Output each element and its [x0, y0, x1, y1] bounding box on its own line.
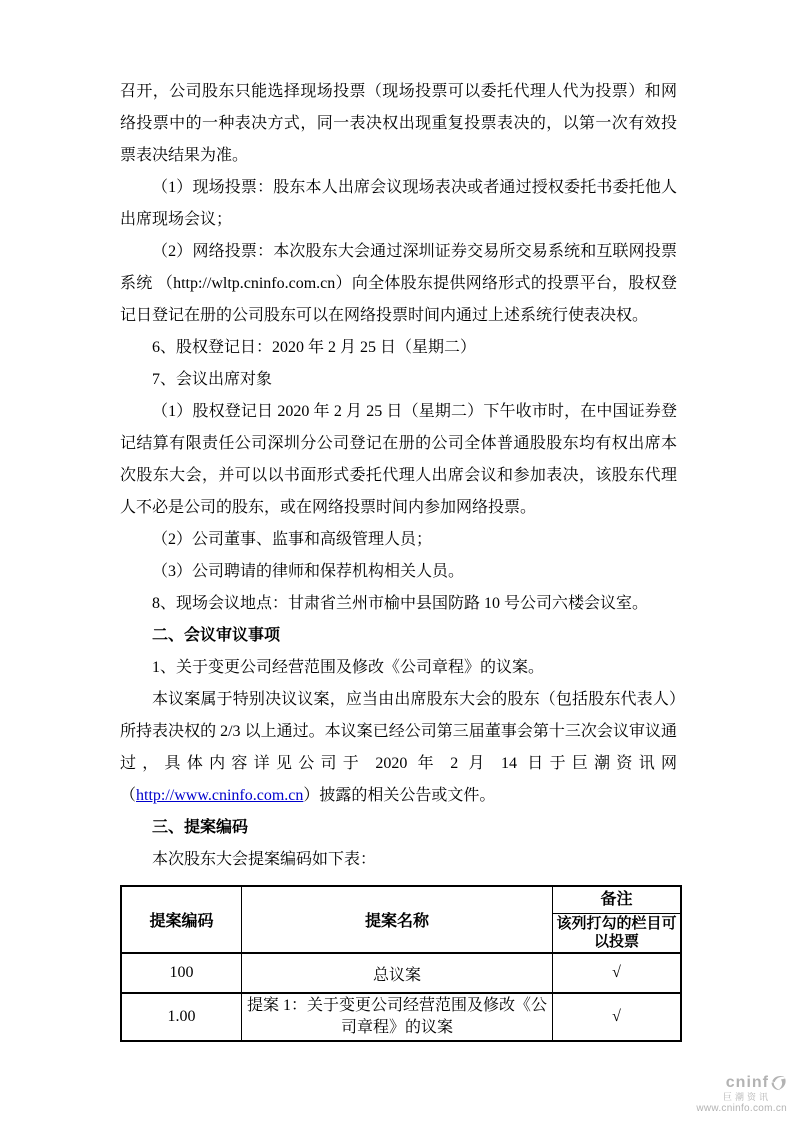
cell-code-100: 100	[121, 953, 242, 993]
link-paragraph-before: 本议案属于特别决议议案，应当由出席股东大会的股东（包括股东代表人）所持表决权的 2/3 以上通过。本议案已经公司第三届董事会第十三次会议审议通过，具体内容详见公司于 2020 年 2 月 14 日于巨潮资讯网（	[120, 691, 677, 804]
paragraph-meeting-location: 8、现场会议地点：甘肃省兰州市榆中县国防路 10 号公司六楼会议室。	[152, 595, 649, 612]
table-header-name: 提案名称	[242, 886, 553, 953]
paragraph-proposal-1: 1、关于变更公司经营范围及修改《公司章程》的议案。	[152, 659, 545, 676]
table-row-general	[121, 953, 681, 993]
table-header-code: 提案编码	[121, 886, 242, 953]
table-header-remark-sub: 该列打勾的栏目可以投票	[553, 914, 682, 954]
paragraph-attendees-directors: （2）公司董事、监事和高级管理人员；	[152, 531, 433, 548]
paragraph-onsite-voting: （1）现场投票：股东本人出席会议现场表决或者通过授权委托书委托他人出席现场会议；	[120, 179, 677, 228]
link-paragraph-after: ）披露的相关公告或文件。	[303, 787, 496, 804]
table-row-proposal-1	[121, 993, 681, 1041]
cell-vote-proposal-1: √	[553, 993, 682, 1041]
paragraph-attendees-shareholders: （1）股权登记日 2020 年 2 月 25 日（星期二）下午收市时，在中国证券登记结算有限责任公司深圳分公司登记在册的公司全体普通股股东均有权出席本次股东大会，并可以以书面形式委托代理人出席会议和参加表决，该股东代理人不必是公司的股东，或在网络投票时间内参加网络投票。	[120, 403, 677, 516]
cninfo-logo-url: www.cninfo.com.cn	[696, 1103, 787, 1114]
proposal-code-table	[120, 885, 682, 1042]
cninfo-logo-chinese: 巨潮资讯	[722, 1092, 771, 1102]
table-header-remark: 备注	[553, 886, 682, 914]
table-header-row	[121, 886, 681, 914]
cell-name-proposal-1: 提案 1：关于变更公司经营范围及修改《公司章程》的议案	[242, 993, 553, 1041]
paragraph-voting-method: 召开，公司股东只能选择现场投票（现场投票可以委托代理人代为投票）和网络投票中的一种表决方式，同一表决权出现重复投票表决的，以第一次有效投票表决结果为准。	[120, 83, 677, 164]
cninfo-logo-top	[696, 1074, 787, 1091]
section-heading-3: 三、提案编码	[152, 819, 249, 836]
paragraph-attendees-lawyers: （3）公司聘请的律师和保荐机构相关人员。	[152, 563, 465, 580]
paragraph-table-intro: 本次股东大会提案编码如下表：	[152, 851, 377, 868]
cell-code-1: 1.00	[121, 993, 242, 1041]
paragraph-online-voting: （2）网络投票：本次股东大会通过深圳证券交易所交易系统和互联网投票系统 （http://wltp.cninfo.com.cn）向全体股东提供网络形式的投票平台，股权登记日登记在册的公司股东可以在网络投票时间内通过上述系统行使表决权。	[120, 243, 677, 324]
cninfo-logo-text: cninf	[725, 1073, 769, 1091]
cell-name-general: 总议案	[242, 953, 553, 993]
cninfo-swirl-icon	[770, 1074, 787, 1091]
cninfo-logo	[696, 1074, 787, 1114]
cell-vote-general: √	[553, 953, 682, 993]
document-body	[120, 76, 677, 1042]
paragraph-special-resolution	[120, 684, 677, 812]
section-heading-2: 二、会议审议事项	[152, 627, 281, 644]
cninfo-link[interactable]: http://www.cninfo.com.cn	[136, 787, 304, 804]
paragraph-record-date: 6、股权登记日：2020 年 2 月 25 日（星期二）	[152, 339, 477, 356]
paragraph-attendees-title: 7、会议出席对象	[152, 371, 273, 388]
